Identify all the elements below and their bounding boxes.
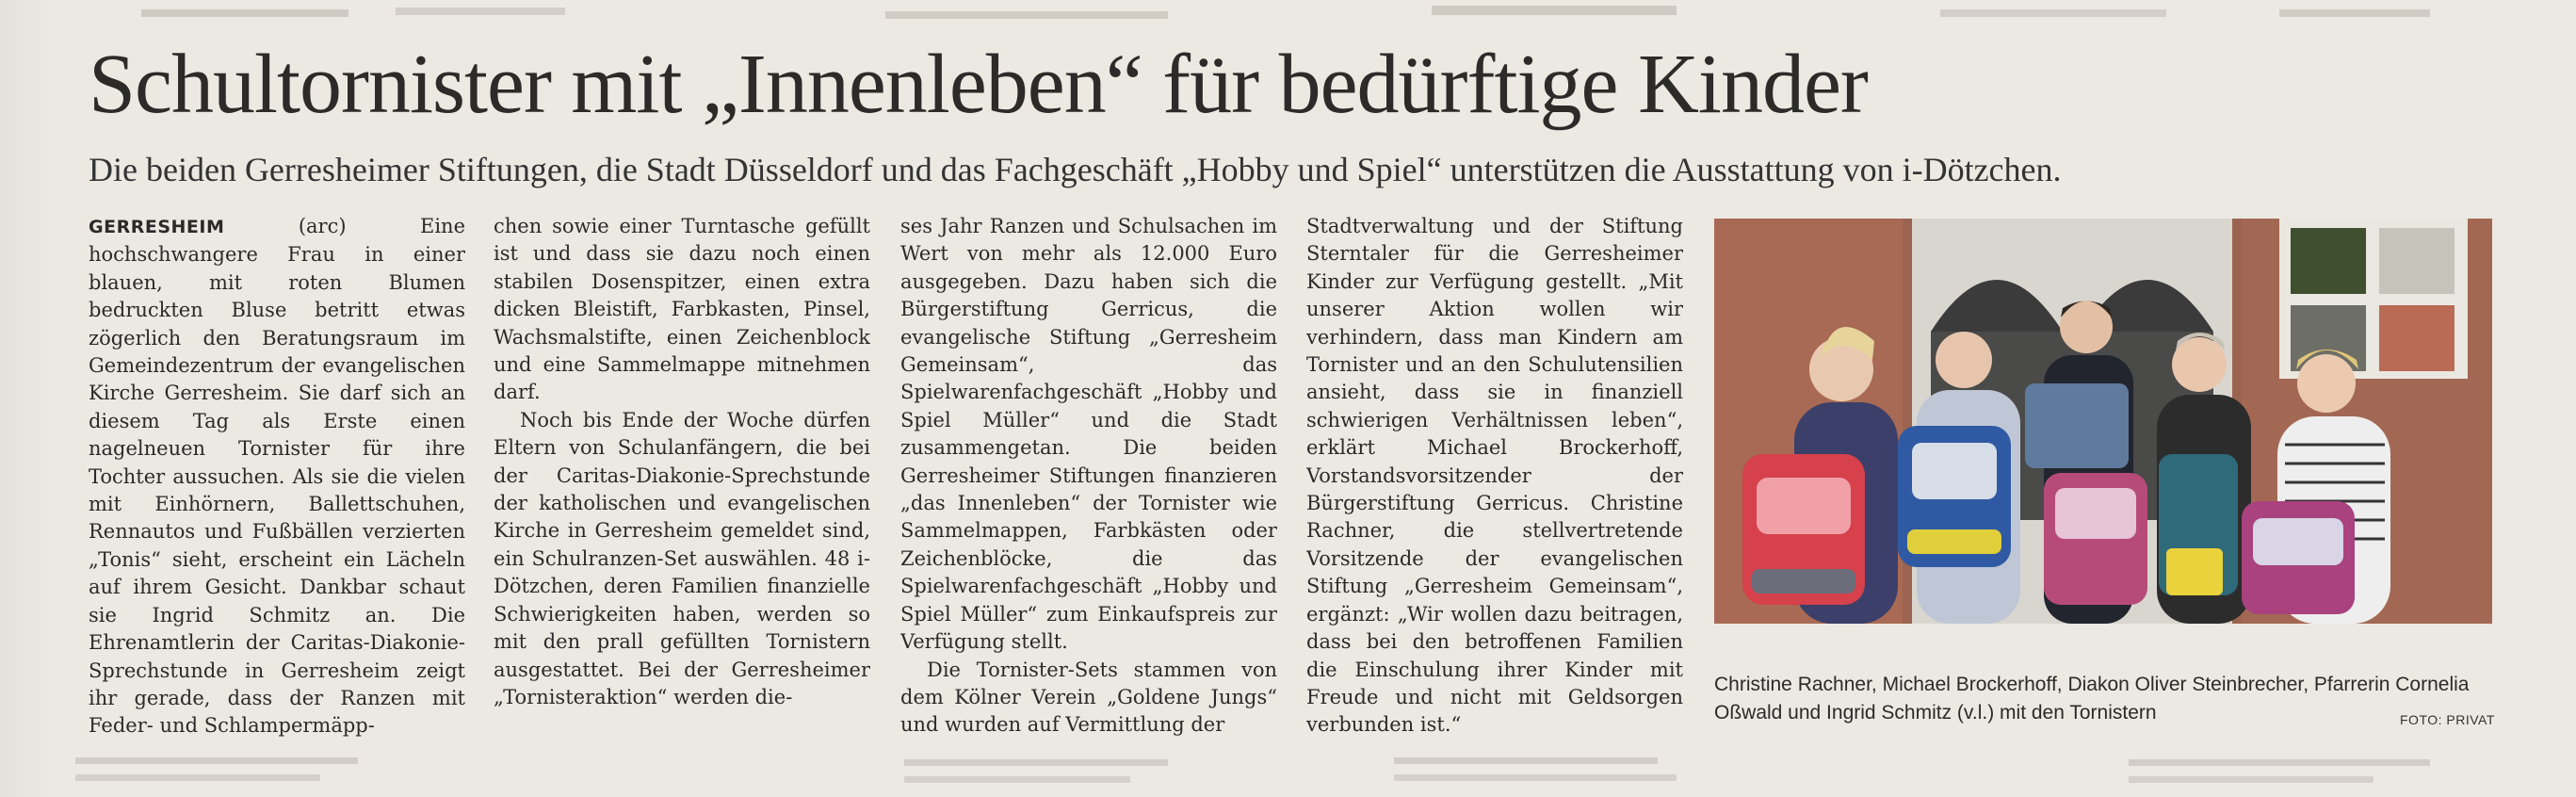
article-column-3 <box>900 213 1277 745</box>
article-paragraph: Noch bis Ende der Woche dürfen Eltern von Schulanfängern, die bei der Caritas-Diakonie-Sprechstunde der katholischen und evangelischen Kirche in Gerresheim gemeldet sind, ein Schulranzen-Set auswählen. 48 i-Dötzchen, deren Familien finanzielle Schwierigkeiten haben, werden so mit den prall gefüllten Tornistern ausgestattet. Bei der Gerresheimer „Tornisteraktion“ werden die- <box>494 408 870 708</box>
article-column-2 <box>494 213 870 745</box>
article-photo <box>1714 219 2492 624</box>
bleed-through-bottom <box>57 752 2505 797</box>
article-paragraph: ses Jahr Ranzen und Schulsachen im Wert von mehr als 12.000 Euro ausgegeben. Dazu haben sich die Bürgerstiftung Gerricus, die evangelische Stiftung „Gerresheim Gemeinsam“, das Spielwarenfachgeschäft „Hobby und Spiel Müller“ und die Stadt zusammengetan. Die beiden Gerresheimer Stiftungen finanzieren „das Innenleben“ der Tornister wie Sammelmappen, Farbkästen oder Zeichenblöcke, die das Spielwarenfachgeschäft „Hobby und Spiel Müller“ zum Einkaufspreis zur Verfügung stellt. <box>900 215 1277 654</box>
photo-credit: FOTO: PRIVAT <box>2400 712 2495 727</box>
photo-group-with-backpacks <box>1714 219 2492 624</box>
article-paragraph: Die Tornister-Sets stammen von dem Kölner Verein „Goldene Jungs“ und wurden auf Vermittlung der <box>900 658 1277 737</box>
article-paragraph <box>89 213 465 740</box>
bleed-through-marks-bottom <box>57 752 2505 795</box>
article-paragraph: chen sowie einer Turntasche gefüllt ist und dass sie dazu noch einen stabilen Dosenspitzer, einen extra dicken Bleistift, Farbkasten, Pinsel, Wachsmalstifte, einen Zeichenblock und eine Sammelmappe mitnehmen darf. <box>494 215 870 404</box>
article-dateline: GERRESHEIM <box>89 217 225 237</box>
bleed-through-top <box>57 0 2505 34</box>
bleed-through-marks <box>57 0 2505 32</box>
article-text: (arc) Eine hochschwangere Frau in einer blauen, mit roten Blumen bedruckten Bluse betritt etwas zögerlich den Beratungsraum im Gemeindezentrum der evangelischen Kirche Gerresheim. Sie darf sich an diesem Tag als Erste einen nagelneuen Tornister für ihre Tochter aussuchen. Als sie die vielen mit Einhörnern, Ballettschuhen, Rennautos und Fußbällen verzierten „Tonis“ sieht, erscheint ein Lächeln auf ihrem Gesicht. Dankbar schaut sie Ingrid Schmitz an. Die Ehrenamtlerin der Caritas-Diakonie-Sprechstunde in Gerresheim zeigt ihr gerade, dass der Ranzen mit Feder- und Schlampermäpp- <box>89 215 465 738</box>
article-headline: Schultornister mit „Innenleben“ für bedürftige Kinder <box>89 38 1868 131</box>
article-column-4 <box>1306 213 1683 745</box>
article-column-1 <box>89 213 465 745</box>
photo-caption: Christine Rachner, Michael Brockerhoff, Diakon Oliver Steinbrecher, Pfarrerin Cornelia Oßwald und Ingrid Schmitz (v.l.) mit den Tornistern <box>1714 674 2470 724</box>
article-paragraph: Stadtverwaltung und der Stiftung Sterntaler für die Gerresheimer Kinder zur Verfügung gestellt. „Mit unserer Aktion wollen wir verhindern, dass man Kindern am Tornister und an den Schulutensilien ansieht, dass sie in finanziell schwierigen Verhältnissen leben“, erklärt Michael Brockerhoff, Vorstandsvorsitzender der Bürgerstiftung Gerricus. Christine Rachner, die stellvertretende Vorsitzende der evangelischen Stiftung „Gerresheim Gemeinsam“, ergänzt: „Wir wollen dazu beitragen, dass bei den betroffenen Familien die Einschulung ihrer Kinder mit Freude und nicht mit Geldsorgen verbunden ist.“ <box>1306 215 1683 737</box>
article-subheadline: Die beiden Gerresheimer Stiftungen, die Stadt Düsseldorf und das Fachgeschäft „Hobby und Spiel“ unterstützen die Ausstattung von i-Dötzchen. <box>89 151 2062 188</box>
